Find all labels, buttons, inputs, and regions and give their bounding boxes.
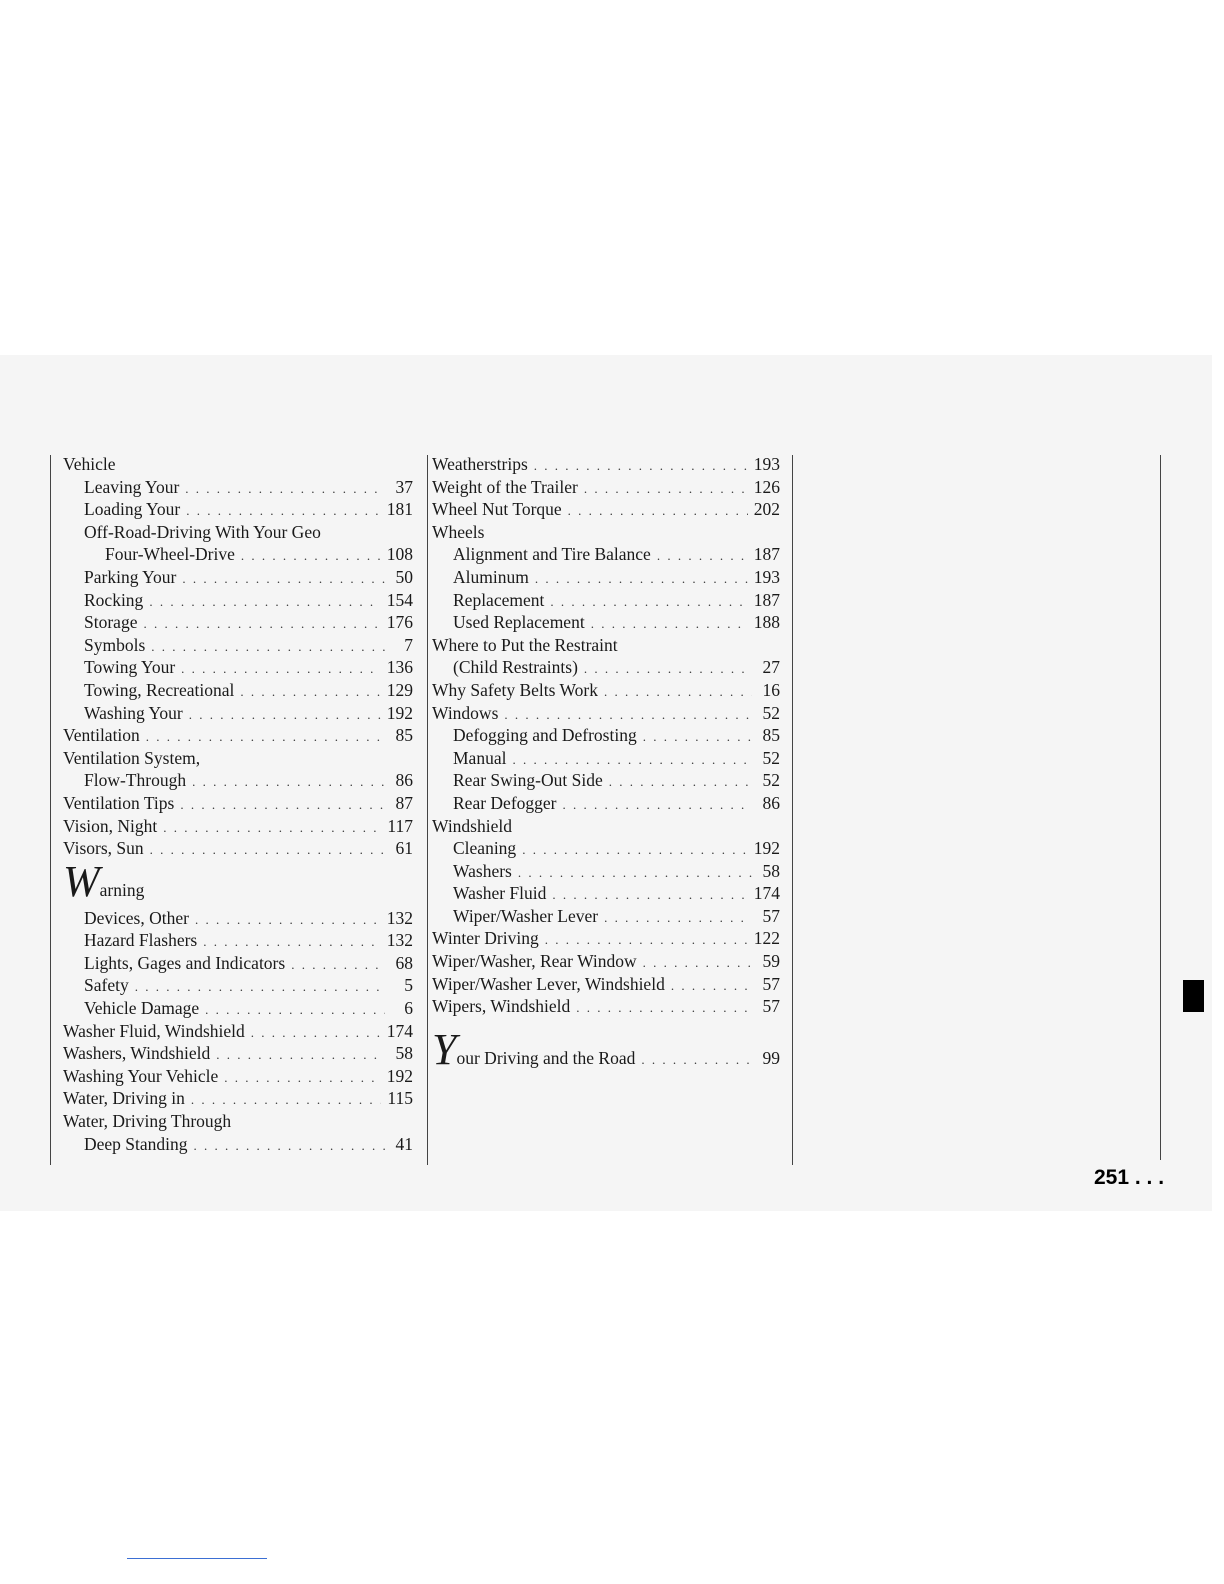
index-entry-text: Washer Fluid: [453, 883, 547, 904]
dot-leader: [224, 1067, 380, 1090]
dot-leader: [163, 817, 381, 840]
index-entry-text: our Driving and the Road: [456, 1047, 636, 1068]
index-entry-text: Washers, Windshield: [63, 1043, 211, 1064]
index-entry: [63, 498, 413, 521]
dot-leader: [135, 976, 385, 999]
index-entry: [63, 769, 413, 792]
dot-leader: [186, 500, 380, 523]
dot-leader: [194, 1135, 385, 1158]
index-entry-page: 52: [762, 702, 780, 723]
index-entry: [432, 815, 780, 838]
dot-leader: [191, 1089, 382, 1112]
index-entry-text: Manual: [453, 747, 507, 768]
dot-leader: [552, 884, 747, 907]
dot-leader: [203, 931, 381, 954]
dot-leader: [182, 568, 385, 591]
dot-leader: [584, 658, 752, 681]
index-entry-page: 61: [395, 838, 413, 859]
index-entry: [432, 792, 780, 815]
index-entry-text: Hazard Flashers: [84, 930, 198, 951]
index-entry-text: Parking Your: [84, 566, 177, 587]
index-entry-page: 193: [753, 454, 780, 474]
index-entry-page: 52: [762, 747, 780, 768]
index-entry-text: Washers: [453, 860, 512, 881]
index-entry-text: Wheels: [432, 521, 485, 542]
dot-leader: [251, 1022, 381, 1045]
index-entry-text: Safety: [84, 975, 129, 996]
index-entry: [63, 566, 413, 589]
dot-leader: [518, 862, 752, 885]
index-entry-page: 57: [762, 996, 780, 1017]
index-entry-text: Alignment and Tire Balance: [453, 544, 651, 565]
index-column-1: [63, 453, 413, 1155]
index-entry: [432, 656, 780, 679]
dot-leader: [535, 568, 748, 591]
dot-leader: [192, 771, 385, 794]
index-entry: [432, 476, 780, 499]
index-entry: [63, 476, 413, 499]
index-entry-page: 117: [387, 815, 413, 836]
index-entry: [432, 769, 780, 792]
dot-leader: [195, 909, 381, 932]
letter-initial: Y: [432, 1024, 457, 1074]
column-divider: [50, 455, 51, 1165]
index-entry-text: Rocking: [84, 589, 144, 610]
index-entry-text: Why Safety Belts Work: [432, 679, 598, 700]
index-entry-text: Four-Wheel-Drive: [105, 544, 235, 565]
index-entry-page: 59: [762, 951, 780, 972]
index-entry-text: Water, Driving in: [63, 1088, 185, 1109]
index-entry: [432, 860, 780, 883]
index-entry-page: 41: [395, 1133, 413, 1154]
index-entry-text: Weatherstrips: [432, 454, 528, 474]
letter-initial: W: [63, 856, 100, 906]
dot-leader: [149, 591, 380, 614]
index-entry: [63, 1087, 413, 1110]
dot-leader: [584, 478, 748, 501]
dot-leader: [609, 771, 752, 794]
index-entry-page: 57: [762, 905, 780, 926]
index-entry-text: (Child Restraints): [453, 657, 578, 678]
index-entry-text: Visors, Sun: [63, 838, 144, 859]
index-entry: [432, 453, 780, 476]
dot-leader: [522, 839, 748, 862]
index-entry-page: 7: [404, 634, 413, 655]
dot-leader: [604, 907, 752, 930]
index-entry: [63, 611, 413, 634]
dot-leader: [671, 975, 752, 998]
index-entry-page: 136: [386, 657, 413, 678]
index-entry-page: 132: [386, 907, 413, 928]
index-entry-page: 192: [386, 1065, 413, 1086]
dot-leader: [643, 952, 752, 975]
index-entry-text: Weight of the Trailer: [432, 476, 578, 497]
index-entry: [432, 679, 780, 702]
index-entry-page: 174: [753, 883, 780, 904]
section-tab-marker: [1183, 980, 1204, 1012]
index-entry-text: Wiper/Washer Lever, Windshield: [432, 973, 665, 994]
index-entry: [432, 882, 780, 905]
index-entry-text: Deep Standing: [84, 1133, 188, 1154]
index-entry: [63, 634, 413, 657]
index-entry-page: 16: [762, 679, 780, 700]
index-entry: [63, 1020, 413, 1043]
index-entry-text: Leaving Your: [84, 476, 180, 497]
dot-leader: [604, 681, 752, 704]
letter-heading-y: [432, 1024, 780, 1074]
dot-leader: [189, 704, 381, 727]
index-entry: [63, 656, 413, 679]
index-entry-text: Ventilation System,: [63, 747, 201, 768]
index-entry: [432, 543, 780, 566]
index-entry-page: 115: [387, 1088, 413, 1109]
dot-leader: [146, 726, 385, 749]
index-entry: [432, 973, 780, 996]
dot-leader: [512, 749, 752, 772]
index-entry: [63, 815, 413, 838]
index-entry-page: 86: [395, 770, 413, 791]
index-entry-text: Lights, Gages and Indicators: [84, 952, 286, 973]
index-entry-page: 174: [386, 1020, 413, 1041]
column-divider: [427, 455, 428, 1165]
index-entry: [63, 724, 413, 747]
index-entry: [63, 1065, 413, 1088]
index-entry-page: 187: [753, 544, 780, 565]
index-entry: [432, 724, 780, 747]
dot-leader: [641, 1049, 752, 1072]
index-entry-text: Off-Road-Driving With Your Geo: [84, 521, 321, 542]
index-entry: [432, 905, 780, 928]
index-entry: [63, 792, 413, 815]
index-entry-page: 58: [762, 860, 780, 881]
index-entry-page: 85: [762, 725, 780, 746]
index-entry: [432, 950, 780, 973]
index-entry: [432, 927, 780, 950]
index-entry-page: 187: [753, 589, 780, 610]
index-entry-page: 57: [762, 973, 780, 994]
index-entry-text: Water, Driving Through: [63, 1111, 232, 1132]
dot-leader: [504, 704, 752, 727]
dot-leader: [151, 636, 385, 659]
index-entry: [63, 679, 413, 702]
index-entry: [63, 1042, 413, 1065]
index-entry-page: 122: [753, 928, 780, 949]
index-entry: [432, 747, 780, 770]
index-entry-text: Wiper/Washer Lever: [453, 905, 599, 926]
index-entry-text: Ventilation: [63, 725, 140, 746]
index-entry: [63, 1133, 413, 1156]
index-entry-page: 132: [386, 930, 413, 951]
index-entry: [63, 929, 413, 952]
index-entry-page: 154: [386, 589, 413, 610]
index-entry-page: 58: [395, 1043, 413, 1064]
index-entry-text: Used Replacement: [453, 612, 585, 633]
index-entry: [432, 589, 780, 612]
index-entry-text: Windows: [432, 702, 499, 723]
dot-leader: [291, 954, 385, 977]
index-entry-text: Storage: [84, 612, 138, 633]
index-entry: [63, 702, 413, 725]
index-entry-text: Rear Defogger: [453, 792, 557, 813]
dot-leader: [241, 545, 381, 568]
index-entry-page: 108: [386, 544, 413, 565]
dot-leader: [150, 839, 385, 862]
index-entry: [432, 521, 780, 544]
index-entry: [63, 952, 413, 975]
index-entry-page: 126: [753, 476, 780, 497]
index-entry-text: Windshield: [432, 815, 512, 836]
index-entry-text: Symbols: [84, 634, 146, 655]
index-entry: [63, 521, 413, 544]
index-entry-text: Washing Your Vehicle: [63, 1065, 219, 1086]
dot-leader: [240, 681, 380, 704]
dot-leader: [657, 545, 748, 568]
dot-leader: [143, 613, 380, 636]
index-entry: [63, 1110, 413, 1133]
index-entry: [63, 997, 413, 1020]
index-entry: [432, 498, 780, 521]
index-entry-page: 192: [753, 838, 780, 859]
index-entry-page: 87: [395, 792, 413, 813]
index-entry: [63, 907, 413, 930]
index-entry-page: 86: [762, 792, 780, 813]
index-entry: [432, 702, 780, 725]
index-entry: [432, 837, 780, 860]
index-entry-page: 99: [762, 1047, 780, 1068]
index-group-w-continued: [432, 453, 780, 1018]
index-entry-page: 176: [386, 612, 413, 633]
index-entry: [432, 634, 780, 657]
index-entry-text: Cleaning: [453, 838, 517, 859]
index-column-2: [432, 453, 780, 1074]
index-entry-text: Where to Put the Restraint: [432, 634, 618, 655]
dot-leader: [205, 999, 385, 1022]
dot-leader: [545, 929, 748, 952]
index-entry-text: Flow-Through: [84, 770, 187, 791]
index-entry-text: Aluminum: [453, 566, 529, 587]
index-entry-page: 6: [404, 998, 413, 1019]
dot-leader: [181, 658, 381, 681]
index-entry: [63, 747, 413, 770]
dot-leader: [576, 997, 752, 1020]
index-entry-text: Wiper/Washer, Rear Window: [432, 951, 637, 972]
index-entry-text: Towing, Recreational: [84, 679, 235, 700]
index-entry-text: Winter Driving: [432, 928, 539, 949]
index-entry-text: Washing Your: [84, 702, 183, 723]
index-entry-text: Ventilation Tips: [63, 792, 175, 813]
index-entry-text: Vehicle: [63, 454, 116, 474]
index-entry-page: 192: [386, 702, 413, 723]
letter-heading-rest: arning: [99, 879, 145, 900]
index-entry-page: 129: [386, 679, 413, 700]
dot-leader: [216, 1044, 385, 1067]
column-divider: [792, 455, 793, 1165]
index-entry-text: Vehicle Damage: [84, 998, 200, 1019]
index-entry-page: 27: [762, 657, 780, 678]
index-entry-page: 181: [386, 499, 413, 520]
index-entry: [63, 974, 413, 997]
dot-leader: [563, 794, 753, 817]
index-entry: [63, 543, 413, 566]
index-entry-page: 52: [762, 770, 780, 791]
index-entry-text: Loading Your: [84, 499, 181, 520]
index-entry-text: Rear Swing-Out Side: [453, 770, 603, 791]
dot-leader: [534, 455, 748, 478]
index-entry-page: 188: [753, 612, 780, 633]
index-entry-page: 5: [404, 975, 413, 996]
dot-leader: [180, 794, 385, 817]
index-group-w: [63, 907, 413, 1156]
index-entry: [432, 611, 780, 634]
index-entry-page: 37: [395, 476, 413, 497]
index-entry-text: Wheel Nut Torque: [432, 499, 562, 520]
dot-leader: [643, 726, 752, 749]
dot-leader: [591, 613, 748, 636]
index-entry-page: 193: [753, 566, 780, 587]
index-entry-text: Devices, Other: [84, 907, 189, 928]
footer-rule: [127, 1558, 267, 1559]
index-entry-text: Washer Fluid, Windshield: [63, 1020, 245, 1041]
letter-heading-w: [63, 856, 413, 907]
index-entry-page: 85: [395, 725, 413, 746]
page-number: 251 . . .: [1094, 1166, 1165, 1189]
dot-leader: [550, 591, 747, 614]
index-entry-text: Wipers, Windshield: [432, 996, 571, 1017]
index-entry: [63, 837, 413, 860]
index-entry-text: Vision, Night: [63, 815, 158, 836]
index-entry: [63, 453, 413, 476]
index-entry: [63, 589, 413, 612]
index-entry-page: 50: [395, 566, 413, 587]
index-entry-page: 68: [395, 952, 413, 973]
dot-leader: [185, 478, 385, 501]
dot-leader: [568, 500, 748, 523]
index-entry-text: Defogging and Defrosting: [453, 725, 637, 746]
index-entry-text: Replacement: [453, 589, 545, 610]
column-divider: [1160, 455, 1161, 1160]
index-group-v: [63, 453, 413, 860]
index-entry-page: 202: [753, 499, 780, 520]
index-entry: [432, 995, 780, 1018]
index-entry-text: Towing Your: [84, 657, 176, 678]
index-entry: [432, 566, 780, 589]
